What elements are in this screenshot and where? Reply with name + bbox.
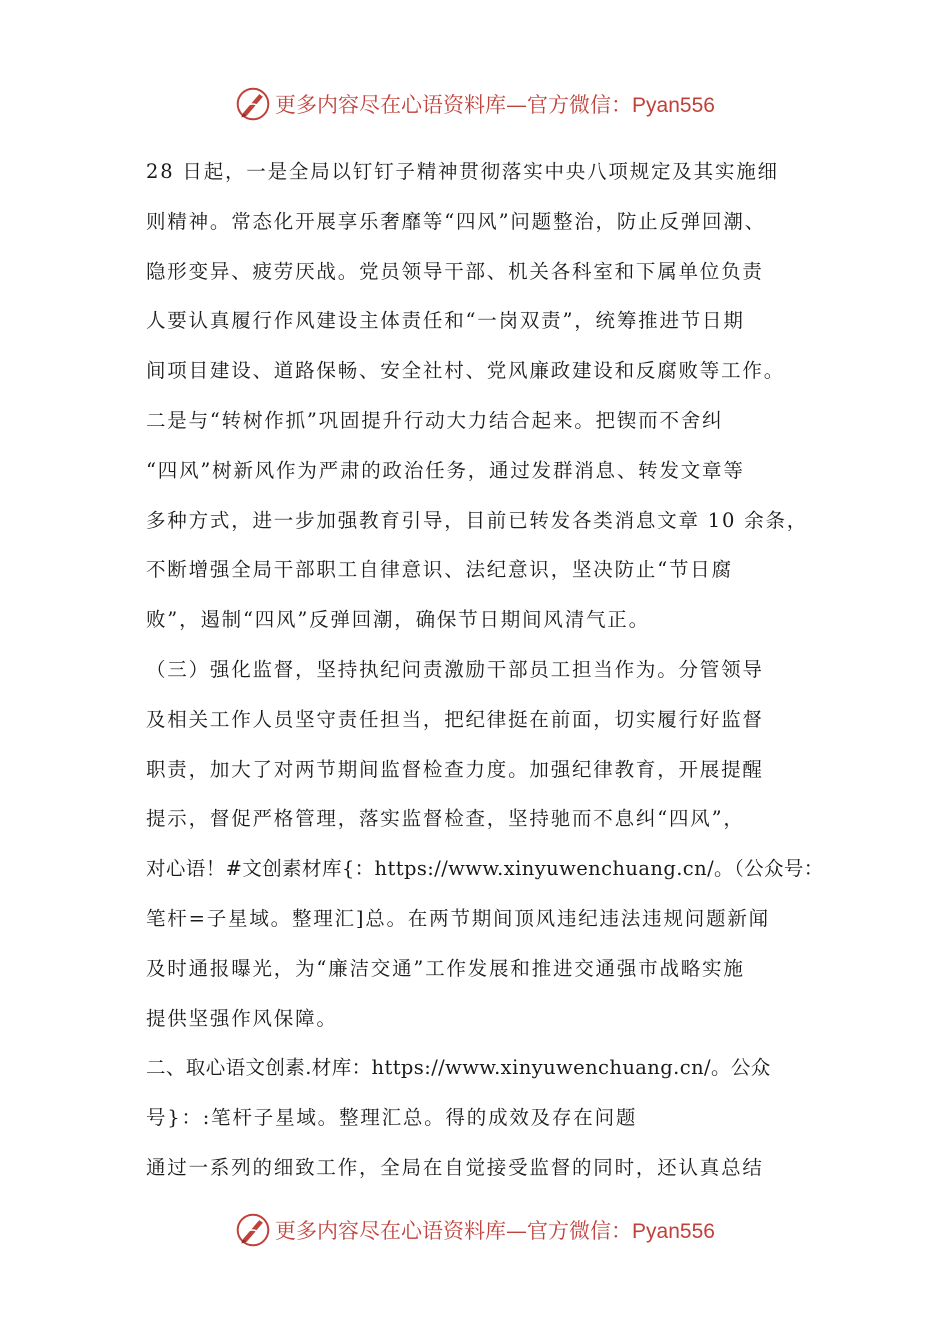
body-line: 笔杆=子星域。整理汇]总。在两节期间顶风违纪违法违规问题新闻: [146, 906, 770, 930]
document-body: [146, 147, 836, 1193]
banner-text: 更多内容尽在心语资料库—官方微信：Pyan556: [275, 93, 715, 117]
body-line: 隐形变异、疲劳厌战。党员领导干部、机关各科室和下属单位负责: [146, 259, 764, 283]
body-line: 通过一系列的细致工作，全局在自觉接受监督的同时，还认真总结: [146, 1155, 764, 1179]
body-line: 二是与“转树作抓”巩固提升行动大力结合起来。把锲而不舍纠: [146, 408, 724, 432]
body-line: 职责，加大了对两节期间监督检查力度。加强纪律教育，开展提醒: [146, 757, 764, 781]
section-heading: （三）强化监督，坚持执纪问责激励干部员工担当作为。分管领导: [146, 657, 764, 681]
header-banner: [0, 82, 950, 126]
body-line: 人要认真履行作风建设主体责任和“一岗双责”，统筹推进节日期: [146, 309, 745, 333]
body-line: 提供坚强作风保障。: [146, 1006, 338, 1030]
body-line: 提示，督促严格管理，落实监督检查，坚持驰而不息纠“四风”，: [146, 807, 745, 831]
footer-banner: [0, 1208, 950, 1252]
body-line: 多种方式，进一步加强教育引导，目前已转发各类消息文章 10 余条，: [146, 508, 809, 532]
banner-text: 更多内容尽在心语资料库—官方微信：Pyan556: [275, 1219, 715, 1243]
body-line: 败”，遏制“四风”反弹回潮，确保节日期间风清气正。: [146, 608, 650, 632]
body-line: “四风”树新风作为严肃的政治任务，通过发群消息、转发文章等: [146, 458, 745, 482]
body-line: 号}：:笔杆子星域。整理汇总。得的成效及存在问题: [146, 1106, 638, 1130]
body-line: 及时通报曝光，为“廉洁交通”工作发展和推进交通强市战略实施: [146, 956, 745, 980]
body-line: 则精神。常态化开展享乐奢靡等“四风”问题整治，防止反弹回潮、: [146, 209, 766, 233]
body-line: 对心语！#文创素材库{：https://www.xinyuwenchuang.cn/。（公众号：: [146, 857, 824, 881]
pen-logo-icon: [235, 1212, 271, 1248]
body-line: 及相关工作人员坚守责任担当，把纪律挺在前面，切实履行好监督: [146, 707, 764, 731]
pen-logo-icon: [235, 86, 271, 122]
body-line: 28 日起，一是全局以钉钉子精神贯彻落实中央八项规定及其实施细: [146, 160, 779, 183]
body-line: 不断增强全局干部职工自律意识、法纪意识，坚决防止“节日腐: [146, 558, 733, 582]
section-heading: 二、取心语文创素.材库：https://www.xinyuwenchuang.cn/。公众: [146, 1056, 771, 1080]
body-line: 间项目建设、道路保畅、安全社村、党风廉政建设和反腐败等工作。: [146, 359, 786, 383]
